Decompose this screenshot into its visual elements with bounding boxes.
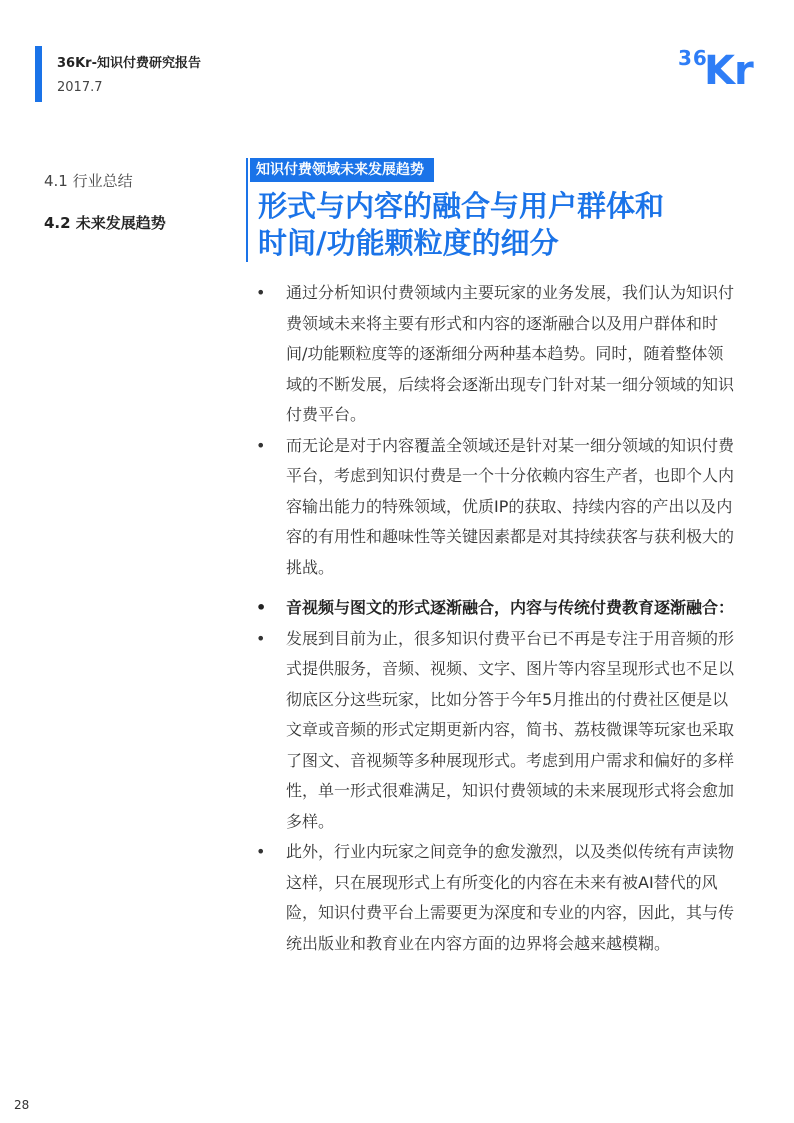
bullet-item xyxy=(256,278,736,431)
report-date: 2017.7 xyxy=(57,80,103,95)
nav-item-industry-summary[interactable]: 4.1 行业总结 xyxy=(44,172,133,190)
bullet-item xyxy=(256,431,736,584)
bullet-dot: • xyxy=(256,283,266,302)
header-accent-bar xyxy=(35,46,42,102)
bullet-item xyxy=(256,624,736,838)
report-title: 36Kr-知识付费研究报告 xyxy=(57,56,201,71)
bullet-text: 通过分析知识付费领域内主要玩家的业务发展，我们认为知识付费领域未来将主要有形式和内容的逐渐融合以及用户群体和时间/功能颗粒度等的逐渐细分两种基本趋势。同时，随着整体领域的不断发展，后续将会逐渐出现专门针对某一细分领域的知识付费平台。 xyxy=(286,283,735,424)
bullet-text: 而无论是对于内容覆盖全领域还是针对某一细分领域的知识付费平台，考虑到知识付费是一个十分依赖内容生产者，也即个人内容输出能力的特殊领域，优质IP的获取、持续内容的产出以及内容的有用性和趣味性等关键因素都是对其持续获客与获利极大的挑战。 xyxy=(286,435,735,577)
section-tag: 知识付费领域未来发展趋势 xyxy=(250,158,434,182)
bullet-dot: • xyxy=(256,628,266,648)
bullet-text: 此外，行业内玩家之间竞争的愈发激烈，以及类似传统有声读物这样，只在展现形式上有所变化的内容在未来有被AI替代的风险，知识付费平台上需要更为深度和专业的内容，因此，其与传统出版业和教育业在内容方面的边界将会越来越模糊。 xyxy=(286,842,735,953)
page-number: 28 xyxy=(14,1098,30,1112)
logo-number: 36 xyxy=(678,46,708,70)
headline-line-2: 时间/功能颗粒度的细分 xyxy=(258,226,559,260)
section-divider xyxy=(246,158,248,262)
bullet-item xyxy=(256,837,736,959)
bullet-dot: • xyxy=(256,598,267,617)
headline-line-1: 形式与内容的融合与用户群体和 xyxy=(258,189,665,223)
bullet-text: 音视频与图文的形式逐渐融合，内容与传统付费教育逐渐融合： xyxy=(286,598,735,617)
logo-letters: Kr xyxy=(704,48,753,94)
36kr-logo xyxy=(678,40,768,94)
bullet-list xyxy=(256,278,736,959)
section-nav xyxy=(44,170,166,234)
bullet-item-heading xyxy=(256,593,736,624)
bullet-dot: • xyxy=(256,435,266,455)
bullet-text: 发展到目前为止，很多知识付费平台已不再是专注于用音频的形式提供服务，音频、视频、文字、图片等内容呈现形式也不足以彻底区分这些玩家，比如分答于今年5月推出的付费社区便是以文章或音频的形式定期更新内容，简书、荔枝微课等玩家也采取了图文、音视频等多种展现形式。考虑到用户需求和偏好的多样性，单一形式很难满足，知识付费领域的未来展现形式将会愈加多样。 xyxy=(286,628,735,831)
bullet-dot: • xyxy=(256,842,266,861)
nav-item-future-trends[interactable]: 4.2 未来发展趋势 xyxy=(44,214,166,232)
page-headline xyxy=(258,188,738,262)
